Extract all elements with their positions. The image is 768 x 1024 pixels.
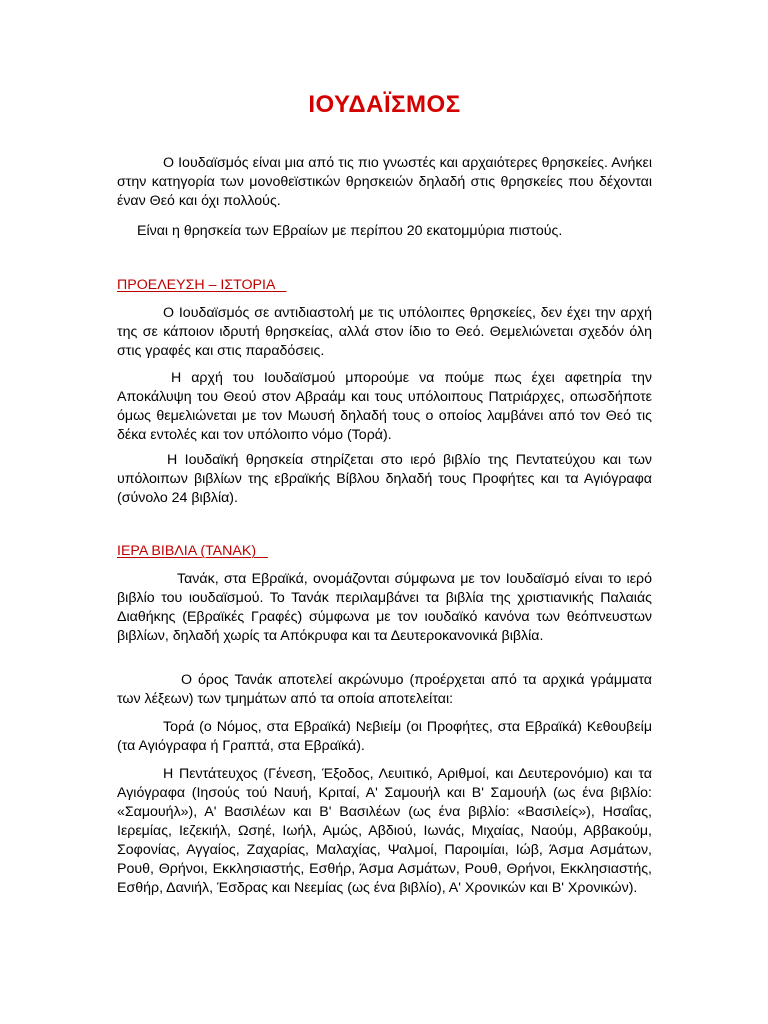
intro-paragraph-1: Ο Ιουδαϊσμός είναι μια από τις πιο γνωστές και αρχαιότερες θρησκείες. Ανήκει στην κατηγορία των μονοθεϊστικών θρησκειών δηλαδή στις θρησκείες που δέχονται έναν Θεό και όχι πολλούς. xyxy=(117,155,652,209)
origin-paragraph-1: Ο Ιουδαϊσμός σε αντιδιαστολή με τις υπόλοιπες θρησκείες, δεν έχει την αρχή της σε κάποιον ιδρυτή θρησκείας, αλλά στον ίδιο το Θεό. Θεμελιώνεται σχεδόν όλη στις γραφές και στις παραδόσεις. xyxy=(117,305,652,359)
books-paragraph-2: Ο όρος Τανάκ αποτελεί ακρώνυμο (προέρχεται από τα αρχικά γράμματα των λέξεων) των τμημάτων από τα οποία αποτελείται: xyxy=(117,672,652,707)
books-paragraph-3: Τορά (ο Νόμος, στα Εβραϊκά) Νεβιείμ (οι Προφήτες, στα Εβραϊκά) Κεθουβείμ (τα Αγιόγραφα ή Γραπτά, στα Εβραϊκά). xyxy=(117,719,652,754)
books-paragraph-1: Τανάκ, στα Εβραϊκά, ονομάζονται σύμφωνα με τον Ιουδαϊσμό είναι το ιερό βιβλίο του ιουδαϊσμού. Το Τανάκ περιλαμβάνει τα βιβλία της χριστιανικής Παλαιάς Διαθήκης (Εβραϊκές Γραφές) σύμφωνα με τον ιουδαϊκό κανόνα των θεόπνευστων βιβλίων, δηλαδή χωρίς τα Απόκρυφα και τα Δευτεροκανονικά βιβλία. xyxy=(117,571,652,644)
origin-paragraph-2: Η αρχή του Ιουδαϊσμού μπορούμε να πούμε πως έχει αφετηρία την Αποκάλυψη του Θεού στον Αβραάμ και τους υπόλοιπους Πατριάρχες, οπωσδήποτε όμως θεμελιώνεται με τον Μωυσή δηλαδή τους ο οποίος λαμβάνει από τον Θεό τις δέκα εντολές και τον υπόλοιπο νόμο (Τορά). xyxy=(117,370,652,443)
books-paragraph-4: Η Πεντάτευχος (Γένεση, Έξοδος, Λευιτικό, Αριθμοί, και Δευτερονόμιο) και τα Αγιόγραφα (Ιησούς τού Ναυή, Κριταί, Α' Σαμουήλ και Β' Σαμουήλ (ως ένα βιβλίο: «Σαμουήλ»), Α' Βασιλέων και Β' Βασιλέων (ως ένα βιβλίο: «Βασιλείς»), Ησαΐας, Ιερεμίας, Ιεζεκιήλ, Ωσηέ, Ιωήλ, Αμώς, Αβδιού, Ιωνάς, Μιχαίας, Ναούμ, Αββακούμ, Σοφονίας, Αγγαίος, Ζαχαρίας, Μαλαχίας, Ψαλμοί, Παροιμίαι, Ιώβ, Άσμα Ασμάτων, Ρουθ, Θρήνοι, Εκκλησιαστής, Εσθήρ, Άσμα Ασμάτων, Ρουθ, Θρήνοι, Εκκλησιαστής, Εσθήρ, Δανιήλ, Έσδρας και Νεεμίας (ως ένα βιβλίο), Α' Χρονικών και Β' Χρονικών). xyxy=(117,766,652,896)
origin-paragraph-3: Η Ιουδαϊκή θρησκεία στηρίζεται στο ιερό βιβλίο της Πεντατεύχου και των υπόλοιπων βιβλίων της εβραϊκής Βίβλου δηλαδή τους Προφήτες και τα Αγιόγραφα (σύνολο 24 βιβλία). xyxy=(117,452,652,506)
section-heading-books: ΙΕΡΑ ΒΙΒΛΙΑ (ΤΑΝΑΚ) xyxy=(117,543,268,559)
document-title: ΙΟΥΔΑΪΣΜΟΣ xyxy=(308,91,461,118)
intro-paragraph-2: Είναι η θρησκεία των Εβραίων με περίπου 20 εκατομμύρια πιστούς. xyxy=(137,223,563,239)
section-heading-origin: ΠΡΟΕΛΕΥΣΗ – ΙΣΤΟΡΙΑ xyxy=(117,277,287,293)
